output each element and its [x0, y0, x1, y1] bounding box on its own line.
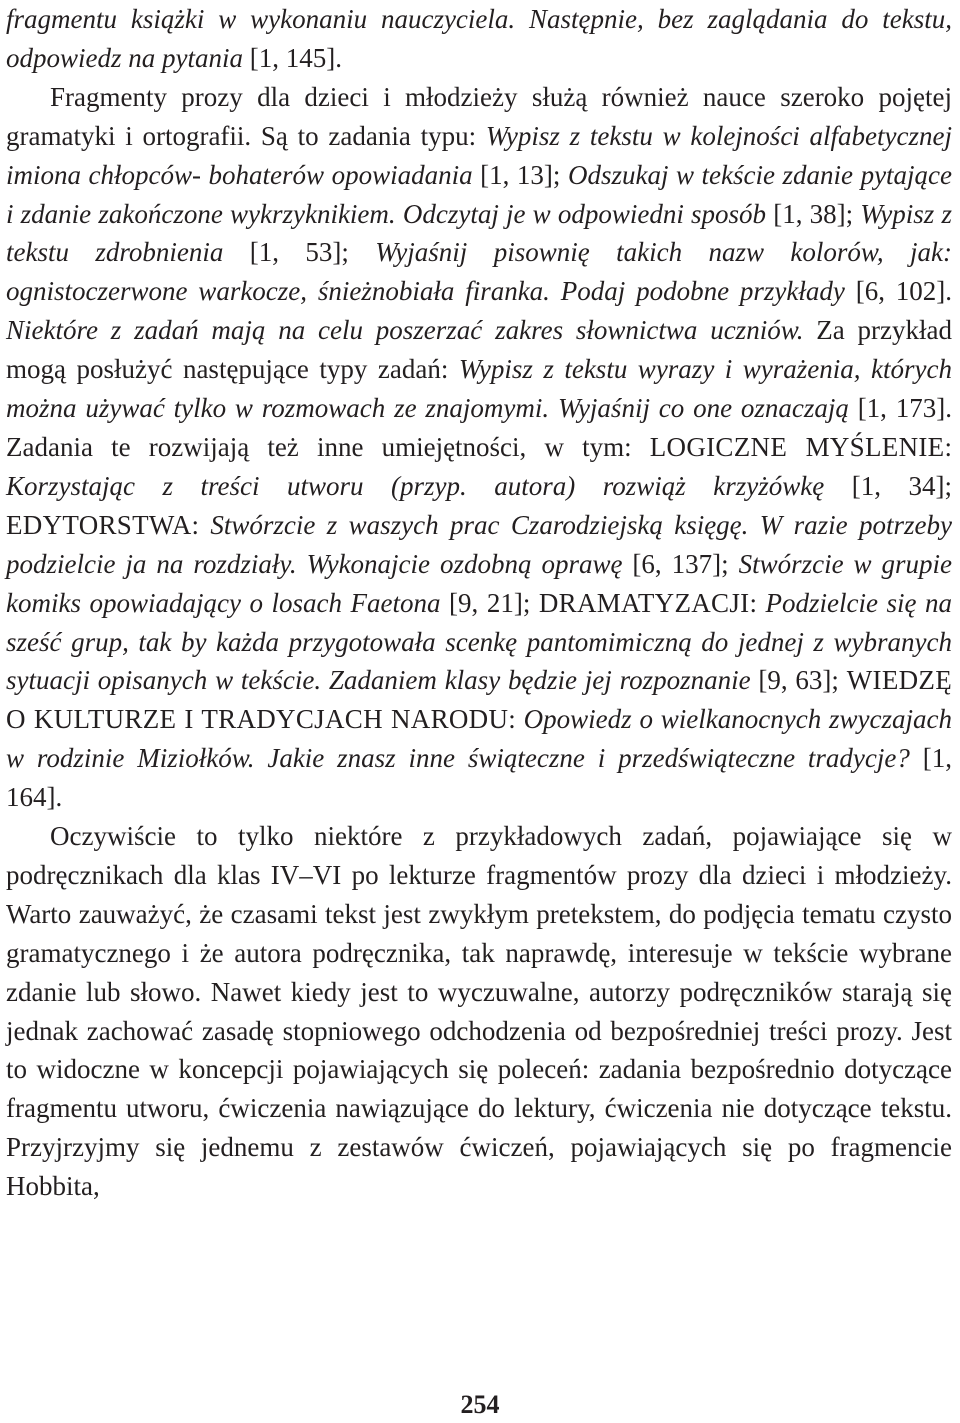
- paragraph-2-run-25: :: [749, 587, 766, 618]
- paragraph-1-italic-text: fragmentu książki w wykonaniu nauczyciela. Następnie, bez zaglądania do tekstu, odpowiedz na pytania: [6, 4, 952, 73]
- paragraph-2-run-17: [1, 34];: [824, 470, 953, 501]
- paragraph-2-run-2: Wypisz z tekstu w kolejności alfabetycznej imiona chłopców- bohaterów opowiadania: [6, 120, 952, 190]
- paragraph-2-run-23: [9, 21];: [440, 587, 539, 618]
- paragraph-1: [6, 0, 952, 78]
- paragraph-2-run-8: Wyjaśnij pisownię takich nazw kolorów, jak: ognistoczerwone warkocze, śnieżnobiała firanka. Podaj podobne przykłady: [6, 237, 952, 307]
- paragraph-1-citation: [1, 145].: [243, 42, 342, 73]
- paragraph-2: [6, 78, 952, 817]
- paragraph-2-run-6: Wypisz z tekstu zdrobnienia: [6, 198, 952, 268]
- paragraph-2-skill-edytorstwa: EDYTORSTWA: [6, 509, 192, 540]
- paragraph-2-run-12: Wypisz z tekstu wyrazy i wyrażenia, których można używać tylko w rozmowach ze znajomymi. Wyjaśnij co one oznaczają: [6, 354, 952, 424]
- paragraph-2-run-26: Podzielcie się na sześć grup, tak by każda przygotowała scenkę pantomimiczną do jednej z wybranych sytuacji opisanych w tekście. Zadaniem klasy będzie jej rozpoznanie: [6, 587, 952, 696]
- paragraph-2-skill-dramatyzacji: DRAMATYZACJI: [538, 587, 750, 618]
- paragraph-2-run-10: Niektóre z zadań mają na celu poszerzać zakres słownictwa uczniów.: [6, 315, 804, 346]
- paragraph-2-run-30: Opowiedz o wielkanocnych zwyczajach w rodzinie Miziołków. Jakie znasz inne świąteczne i przedświąteczne tradycje?: [6, 704, 952, 774]
- paragraph-3: Oczywiście to tylko niektóre z przykładowych zadań, pojawiające się w podręcznikach dla klas IV–VI po lekturze fragmentów prozy dla dzieci i młodzieży. Warto zauważyć, że czasami tekst jest zwykłym pretekstem, do podjęcia tematu czysto gramatycznego i że autora podręcznika, tak naprawdę, interesuje w tekście wybrane zdanie lub słowo. Nawet kiedy jest to wyczuwalne, autorzy podręczników starają się jednak zachować zasadę stopniowego odchodzenia od bezpośredniej treści prozy. Jest to widoczne w koncepcji pojawiających się poleceń: zadania bezpośrednio dotyczące fragmentu utworu, ćwiczenia nawiązujące do lektury, ćwiczenia nie dotyczące tekstu. Przyjrzyjmy się jednemu z zestawów ćwiczeń, pojawiających się po fragmencie Hobbita,: [6, 821, 952, 1202]
- paragraph-2-run-20: Stwórzcie z waszych prac Czarodziejską księgę. W razie potrzeby podzielcie ja na rozdziały. Wykonajcie ozdobną oprawę: [6, 509, 952, 579]
- paragraph-2-skill-logiczne-myslenie: LOGICZNE MYŚLENIE: [649, 431, 945, 462]
- paragraph-2-run-9: [6, 102].: [844, 276, 953, 307]
- paragraph-2-run-19: :: [191, 509, 211, 540]
- paragraph-2-run-11: Za przykład mogą posłużyć następujące typy zadań:: [6, 315, 953, 385]
- paragraph-2-run-3: [1, 13];: [472, 159, 568, 190]
- paragraph-2-run-15: :: [944, 431, 952, 462]
- paragraph-2-run-31: [1, 164].: [6, 743, 952, 813]
- paragraph-2-run-16: Korzystając z treści utworu (przyp. autora) rozwiąż krzyżówkę: [6, 470, 825, 501]
- paragraph-2-run-13: [1, 173]. Zadania te rozwijają też inne umiejętności, w tym:: [6, 393, 952, 462]
- paragraph-2-run-27: [9, 63];: [750, 665, 847, 696]
- paragraph-2-run-7: [1, 53];: [223, 237, 376, 268]
- page-number: 254: [460, 1390, 500, 1419]
- paragraph-2-skill-wiedze-o-kulturze: WIEDZĘ O KULTURZE I TRADYCJACH NARODU: [6, 665, 953, 735]
- paragraph-2-run-1: Fragmenty prozy dla dzieci i młodzieży służą również nauce szeroko pojętej gramatyki i ortografii. Są to zadania typu:: [6, 81, 952, 151]
- paragraph-2-run-4: Odszukaj w tekście zdanie pytające i zdanie zakończone wykrzyknikiem. Odczytaj je w odpowiedni sposób: [6, 159, 953, 229]
- paragraph-2-run-29: :: [508, 704, 524, 735]
- paragraph-2-run-5: [1, 38];: [766, 198, 861, 229]
- page-body: [6, 0, 952, 1206]
- paragraph-2-run-21: [6, 137];: [622, 548, 739, 579]
- paragraph-2-run-22: Stwórzcie w grupie komiks opowiadający o losach Faetona: [6, 548, 952, 618]
